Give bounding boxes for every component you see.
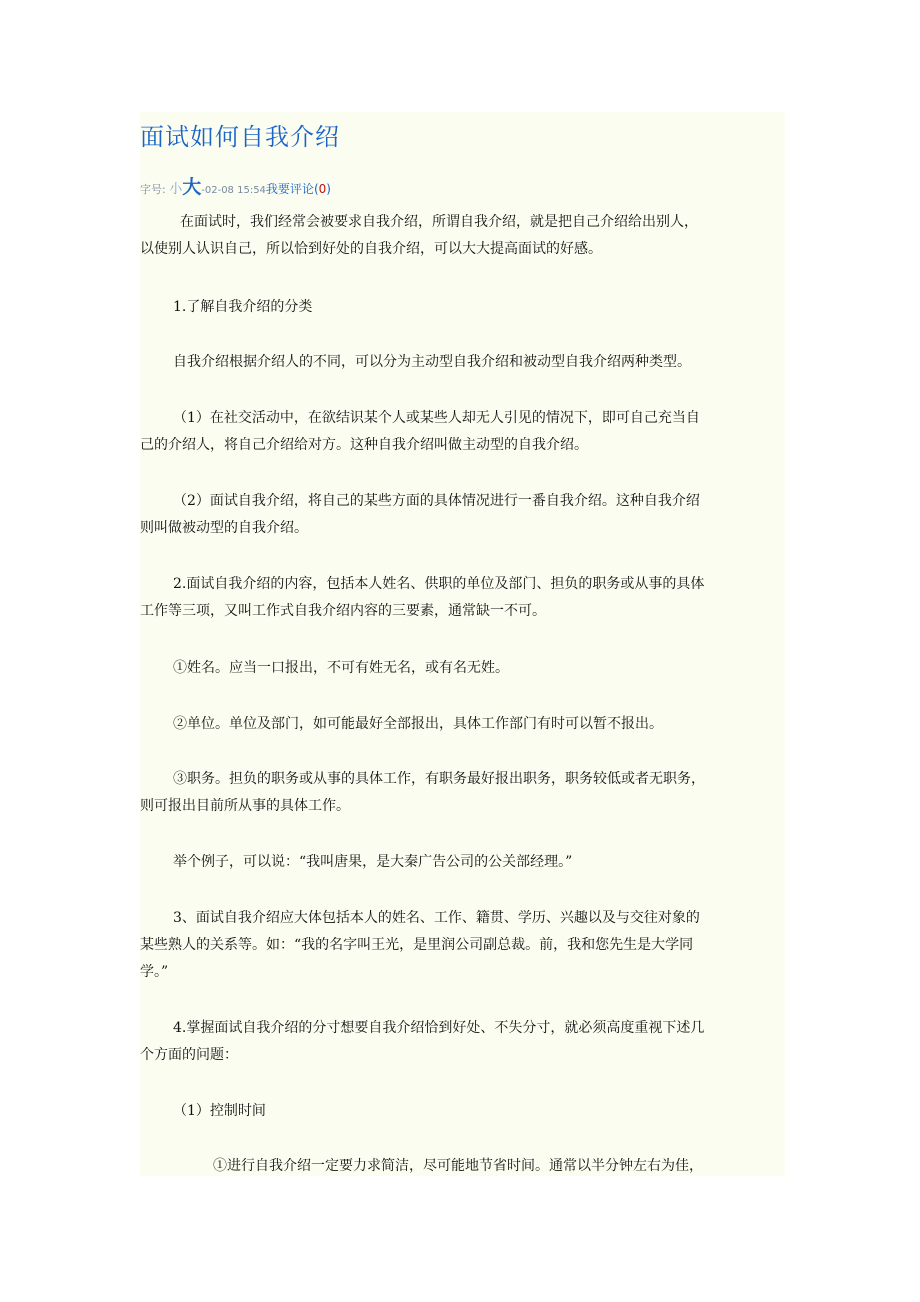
paragraph-line: （1）在社交活动中，在欲结识某个人或某些人却无人引见的情况下，即可自己充当自 <box>173 410 700 426</box>
font-size-label: 字号: <box>140 183 166 196</box>
comment-open-paren: ( <box>313 182 319 196</box>
paragraph-line: 在面试时，我们经常会被要求自我介绍，所谓自我介绍，就是把自己介绍给出别人， <box>180 214 698 230</box>
paragraph <box>140 849 790 876</box>
article-title: 面试如何自我介绍 <box>140 123 340 151</box>
paragraph-line: 自我介绍根据介绍人的不同，可以分为主动型自我介绍和被动型自我介绍两种类型。 <box>173 354 691 370</box>
paragraph <box>140 1153 790 1180</box>
paragraph <box>140 349 790 376</box>
paragraph <box>140 488 790 542</box>
paragraph-line: 学。” <box>140 964 169 980</box>
paragraph <box>140 1098 790 1125</box>
paragraph <box>140 766 790 820</box>
paragraph-line: ③职务。担负的职务或从事的具体工作，有职务最好报出职务，职务较低或者无职务， <box>173 771 705 787</box>
paragraph-line: 举个例子，可以说：“我叫唐果，是大秦广告公司的公关部经理。” <box>173 854 573 870</box>
font-size-small-button[interactable]: 小 <box>169 182 183 197</box>
paragraph-line: 个方面的问题： <box>140 1047 238 1063</box>
paragraph <box>140 209 790 263</box>
paragraph-line: ①姓名。应当一口报出，不可有姓无名，或有名无姓。 <box>173 660 509 676</box>
paragraph-line: 则叫做被动型的自我介绍。 <box>140 520 308 536</box>
paragraph <box>140 405 790 459</box>
paragraph <box>140 1015 790 1069</box>
paragraph-line: 4.掌握面试自我介绍的分寸想要自我介绍恰到好处、不失分寸，就必须高度重视下述几 <box>173 1020 705 1036</box>
comment-link[interactable]: 我要评论 <box>265 182 314 196</box>
paragraph-line: 某些熟人的关系等。如：“我的名字叫王光，是里润公司副总裁。前，我和您先生是大学同 <box>140 937 694 953</box>
publish-date: -02-08 15:54 <box>201 185 266 196</box>
paragraph-line: ②单位。单位及部门，如可能最好全部报出，具体工作部门有时可以暂不报出。 <box>173 716 663 732</box>
comment-close-paren: ) <box>326 182 331 196</box>
paragraph-line: 3、面试自我介绍应大体包括本人的姓名、工作、籍贯、学历、兴趣以及与交往对象的 <box>173 910 700 926</box>
paragraph <box>140 294 790 321</box>
paragraph-line: 1.了解自我介绍的分类 <box>173 299 313 315</box>
paragraph-line: （1）控制时间 <box>173 1103 266 1119</box>
font-size-big-button[interactable]: 大 <box>182 176 202 198</box>
paragraph <box>140 571 790 625</box>
paragraph-line: 2.面试自我介绍的内容，包括本人姓名、供职的单位及部门、担负的职务或从事的具体 <box>173 576 705 592</box>
paragraph <box>140 655 790 682</box>
paragraph-line: 以使别人认识自己，所以恰到好处的自我介绍，可以大大提高面试的好感。 <box>140 241 602 257</box>
comment-count[interactable]: 0 <box>318 182 327 196</box>
paragraph <box>140 711 790 738</box>
paragraph-line: 则可报出目前所从事的具体工作。 <box>140 798 350 814</box>
article-meta <box>140 172 331 199</box>
paragraph-line: 己的介绍人，将自己介绍给对方。这种自我介绍叫做主动型的自我介绍。 <box>140 437 588 453</box>
paragraph-line: 工作等三项，又叫工作式自我介绍内容的三要素，通常缺一不可。 <box>140 603 546 619</box>
paragraph-line: ①进行自我介绍一定要力求简洁，尽可能地节省时间。通常以半分钟左右为佳， <box>213 1158 703 1174</box>
paragraph-line: （2）面试自我介绍，将自己的某些方面的具体情况进行一番自我介绍。这种自我介绍 <box>173 493 700 509</box>
paragraph <box>140 905 790 986</box>
